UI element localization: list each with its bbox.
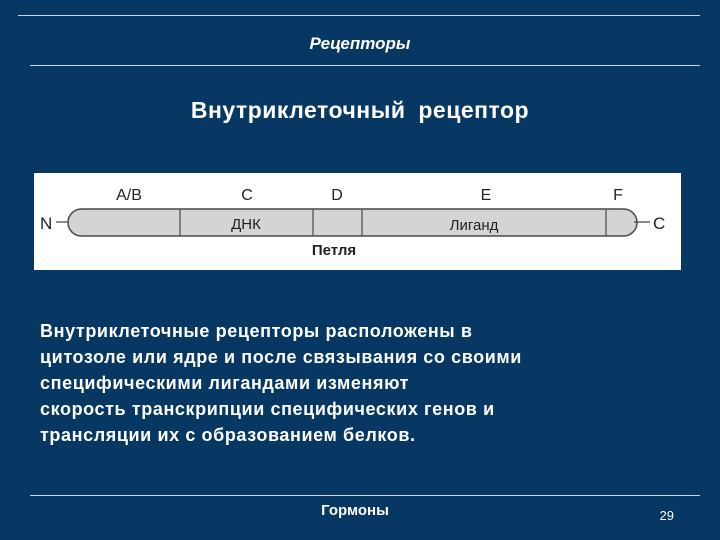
loop-label: Петля <box>311 242 357 259</box>
domain-label-d: D <box>331 187 343 204</box>
c-terminus-label: C <box>653 214 666 233</box>
body-line: трансляции их с образованием белков. <box>40 425 416 445</box>
body-line: специфическими лигандами изменяют <box>40 373 410 393</box>
receptor-bar <box>68 209 637 236</box>
domain-label-ab: A/B <box>116 187 142 204</box>
slide-title: Внутриклеточный рецептор <box>190 97 530 123</box>
footer-label: Гормоны <box>321 502 389 519</box>
page-number: 29 <box>659 508 674 523</box>
receptor-domain-map <box>34 173 681 270</box>
domain-label-f: F <box>613 187 623 204</box>
top-rule <box>18 15 700 16</box>
body-line: Внутриклеточные рецепторы расположены в <box>40 321 473 341</box>
domain-label-c: C <box>241 187 253 204</box>
body-line: скорость транскрипции специфических генов и <box>40 399 495 419</box>
ligand-binding-label: Лиганд <box>449 217 499 234</box>
receptor-diagram <box>34 173 681 270</box>
section-header: Рецепторы <box>309 34 411 53</box>
body-line: цитозоле или ядре и после связывания со своими <box>40 347 522 367</box>
n-terminus-label: N <box>40 214 53 233</box>
footer-rule <box>30 495 700 496</box>
body-paragraph <box>40 318 700 448</box>
domain-label-e: E <box>480 187 492 204</box>
header-rule <box>30 65 700 66</box>
dna-binding-label: ДНК <box>231 216 261 233</box>
